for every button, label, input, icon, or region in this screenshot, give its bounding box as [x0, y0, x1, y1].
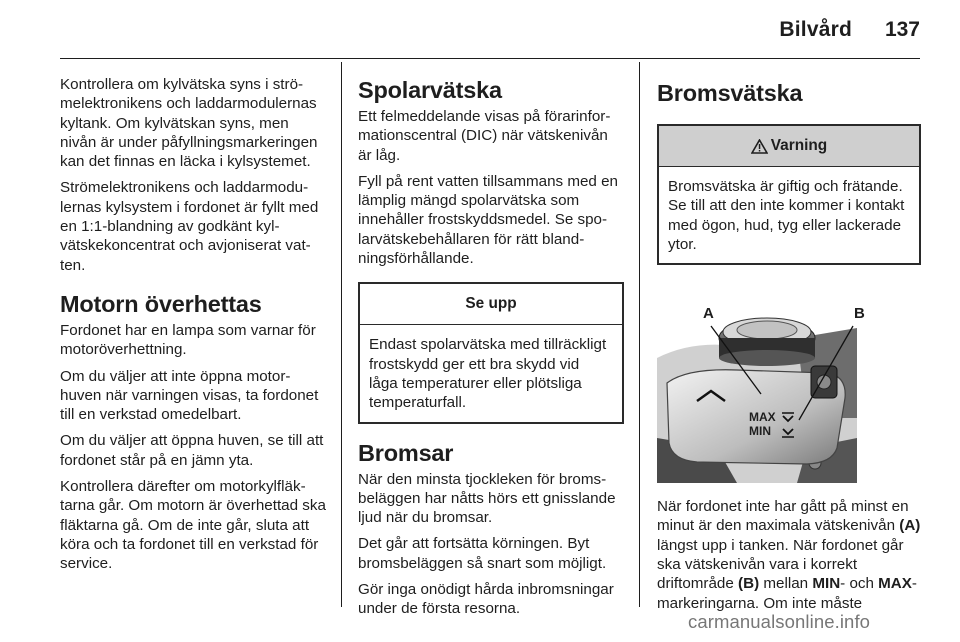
brake-reservoir-illustration — [657, 298, 865, 483]
min-arrow-icon — [781, 426, 795, 438]
column-divider-left — [341, 62, 342, 607]
warning-title: Varning — [770, 137, 828, 154]
brake-fluid-paragraph: När fordonet inte har gått på minst en minut är den maximala vätskenivån (A) längst upp i tanken. När fordonet går ska vätskenivån vara i korrekt driftområde (B) mellan MIN- och MAX-markeringarna. Om inte måste — [657, 498, 921, 612]
washer-paragraph-1: Ett felmeddelande visas på förarinformationscentral (DIC) när vätskenivån är låg. — [358, 108, 611, 164]
header-rule — [60, 58, 920, 59]
column-2 — [358, 75, 624, 626]
caution-title: Se upp — [360, 284, 622, 325]
brakes-paragraph-2: Det går att fortsätta körningen. Byt bromsbeläggen så snart som möjligt. — [358, 535, 607, 572]
page-number: 137 — [884, 18, 920, 41]
overheat-paragraph-2: Om du väljer att inte öppna motorhuven när varningen visas, ta fordonet till en verkstad omedelbart. — [60, 367, 319, 424]
coolant-paragraph-2: Strömelektronikens och laddarmodulernas kylsystem i fordonet är fyllt med en 1:1-blandning av godkänt kylvätskekoncentrat och avjoniserat vatten. — [60, 179, 319, 274]
min-marking: MIN — [749, 424, 771, 439]
washer-paragraph-2: Fyll på rent vatten tillsammans med en lämplig mängd spolarvätska som innehåller frostskyddsmedel. Se spolarvätskebehållaren för rätt blandningsförhållande. — [358, 172, 618, 268]
brakes-heading: Bromsar — [358, 439, 454, 466]
overheat-paragraph-4: Kontrollera därefter om motorkylfläktarna går. Om motorn är överhettad ska fläktarna gå. Om de inte går, sluta att köra och ta fordonet till en verkstad för service. — [60, 478, 326, 573]
figure-label-b: B — [854, 305, 865, 323]
column-divider-right — [639, 62, 640, 607]
washer-fluid-heading: Spolarvätska — [358, 77, 502, 103]
warning-text: Bromsvätska är giftig och frätande. Se till att den inte kommer i kontakt med ögon, hud, tyg eller lackerade ytor. — [668, 178, 905, 253]
overheat-paragraph-1: Fordonet har en lampa som varnar för motoröverhettning. — [60, 321, 316, 359]
max-arrow-icon — [781, 412, 795, 424]
overheat-heading: Motorn överhettas — [60, 290, 262, 317]
caution-text: Endast spolarvätska med tillräckligt frostskydd ger ett bra skydd vid låga temperaturer eller plötsliga temperaturfall. — [369, 336, 607, 412]
watermark: carmanualsonline.info — [688, 611, 871, 632]
overheat-paragraph-3: Om du väljer att öppna huven, se till att fordonet står på en jämn yta. — [60, 432, 324, 469]
warning-box — [657, 124, 921, 265]
reservoir-drawing — [657, 298, 857, 483]
brakes-paragraph-1: När den minsta tjockleken för bromsbeläggen har nåtts hörs ett gnisslande ljud när du bromsar. — [358, 470, 616, 527]
page-header-title: Bilvård — [779, 18, 852, 41]
brakes-paragraph-3: Gör inga onödigt hårda inbromsningar under de första resorna. — [358, 581, 614, 618]
figure-label-a: A — [703, 305, 714, 323]
warning-header — [659, 126, 919, 167]
column-3 — [657, 78, 921, 620]
coolant-paragraph-1: Kontrollera om kylvätska syns i strömelektronikens och laddarmodulernas kyltank. Om kylvätskan syns, men nivån är under påfyllningsmarkeringen kan det finnas en läcka i kylsystemet. — [60, 76, 318, 171]
caution-box — [358, 282, 624, 423]
brake-fluid-heading: Bromsvätska — [657, 80, 803, 106]
max-marking: MAX — [749, 410, 776, 425]
warning-triangle-icon — [751, 139, 768, 154]
column-1 — [60, 75, 326, 581]
